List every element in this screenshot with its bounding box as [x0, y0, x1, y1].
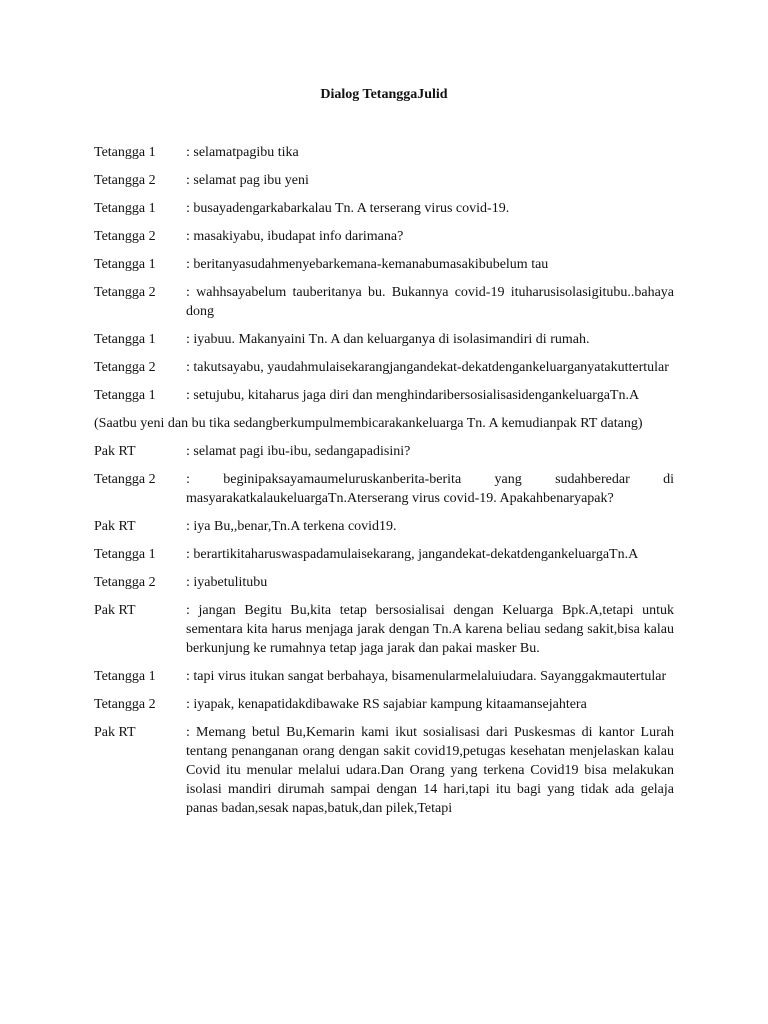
dialog-line [94, 143, 674, 162]
dialog-line [94, 545, 674, 564]
dialog-text: : setujubu, kitaharus jaga diri dan menghindaribersosialisasidengankeluargaTn.A [186, 388, 640, 403]
dialog-text: : beginipaksayamaumeluruskanberita-berita yang sudahberedar di masyarakatkalaukeluargaTn.Aterserang virus covid-19. Apakahbenaryapak? [186, 472, 674, 506]
dialog-text: : tapi virus itukan sangat berbahaya, bisamenularmelaluiudara. Sayanggakmautertular [186, 669, 667, 684]
speaker-label: Tetangga 2 [94, 173, 156, 188]
dialog-line [94, 601, 674, 658]
dialog-text: : Memang betul Bu,Kemarin kami ikut sosialisasi dari Puskesmas di kantor Lurah tentang penanganan orang dengan sakit covid19,petugas kesehatan menjelaskan kalau Covid itu menular melalui udara.Dan Orang yang terkena Covid19 bisa melakukan isolasi mandiri dirumah sampai dengan 14 hari,tapi itu bagi yang tidak ada gelaja panas badan,sesak napas,batuk,dan pilek,Tetapi [186, 725, 674, 816]
speaker-label: Tetangga 1 [94, 332, 156, 347]
dialog-text: : iyabuu. Makanyaini Tn. A dan keluarganya di isolasimandiri di rumah. [186, 332, 590, 347]
dialog-line [94, 227, 674, 246]
dialog-text: : takutsayabu, yaudahmulaisekarangjangandekat-dekatdengankeluarganyatakuttertular [186, 360, 669, 375]
dialog-line [94, 470, 674, 508]
dialog-text: : selamat pagi ibu-ibu, sedangapadisini? [186, 444, 411, 459]
dialog-text: : iyapak, kenapatidakdibawake RS sajabiar kampung kitaamansejahtera [186, 697, 587, 712]
speaker-label: Tetangga 1 [94, 257, 156, 272]
dialog-text: : iya Bu,,benar,Tn.A terkena covid19. [186, 519, 397, 534]
dialog-text: : iyabetulitubu [186, 575, 268, 590]
speaker-label: Tetangga 2 [94, 360, 156, 375]
dialog-line [94, 667, 674, 686]
speaker-label: Tetangga 1 [94, 201, 156, 216]
speaker-label: Tetangga 2 [94, 575, 156, 590]
dialog-line [94, 386, 674, 405]
speaker-label: Pak RT [94, 444, 136, 459]
speaker-label: Tetangga 1 [94, 145, 156, 160]
dialog-line [94, 695, 674, 714]
dialog-body [94, 143, 674, 827]
document-title: Dialog TetanggaJulid [320, 87, 448, 102]
speaker-label: Tetangga 2 [94, 472, 156, 487]
dialog-text: : masakiyabu, ibudapat info darimana? [186, 229, 404, 244]
speaker-label: Tetangga 2 [94, 229, 156, 244]
dialog-text: : wahhsayabelum tauberitanya bu. Bukannya covid-19 ituharusisolasigitubu..bahaya dong [186, 285, 674, 319]
dialog-line [94, 171, 674, 190]
dialog-line [94, 283, 674, 321]
speaker-label: Tetangga 1 [94, 388, 156, 403]
dialog-text: : beritanyasudahmenyebarkemana-kemanabumasakibubelum tau [186, 257, 549, 272]
speaker-label: Pak RT [94, 519, 136, 534]
dialog-line [94, 573, 674, 592]
speaker-label: Pak RT [94, 603, 136, 618]
speaker-label: Tetangga 1 [94, 547, 156, 562]
narration: (Saatbu yeni dan bu tika sedangberkumpulmembicarakankeluarga Tn. A kemudianpak RT datang) [94, 416, 643, 431]
speaker-label: Tetangga 2 [94, 285, 156, 300]
dialog-line [94, 517, 674, 536]
dialog-text: : selamat pag ibu yeni [186, 173, 309, 188]
dialog-line [94, 330, 674, 349]
dialog-line [94, 723, 674, 818]
dialog-text: : berartikitaharuswaspadamulaisekarang, jangandekat-dekatdengankeluargaTn.A [186, 547, 639, 562]
dialog-text: : jangan Begitu Bu,kita tetap bersosialisai dengan Keluarga Bpk.A,tetapi untuk sementara kita harus menjaga jarak dengan Tn.A karena beliau sedang sakit,bisa kalau berkunjung ke rumahnya tetap jaga jarak dan pakai masker Bu. [186, 603, 674, 656]
speaker-label: Pak RT [94, 725, 136, 740]
dialog-line [94, 442, 674, 461]
dialog-line [94, 255, 674, 274]
dialog-line [94, 199, 674, 218]
dialog-line [94, 358, 674, 377]
speaker-label: Tetangga 1 [94, 669, 156, 684]
speaker-label: Tetangga 2 [94, 697, 156, 712]
dialog-text: : busayadengarkabarkalau Tn. A terserang virus covid-19. [186, 201, 510, 216]
dialog-text: : selamatpagibu tika [186, 145, 299, 160]
